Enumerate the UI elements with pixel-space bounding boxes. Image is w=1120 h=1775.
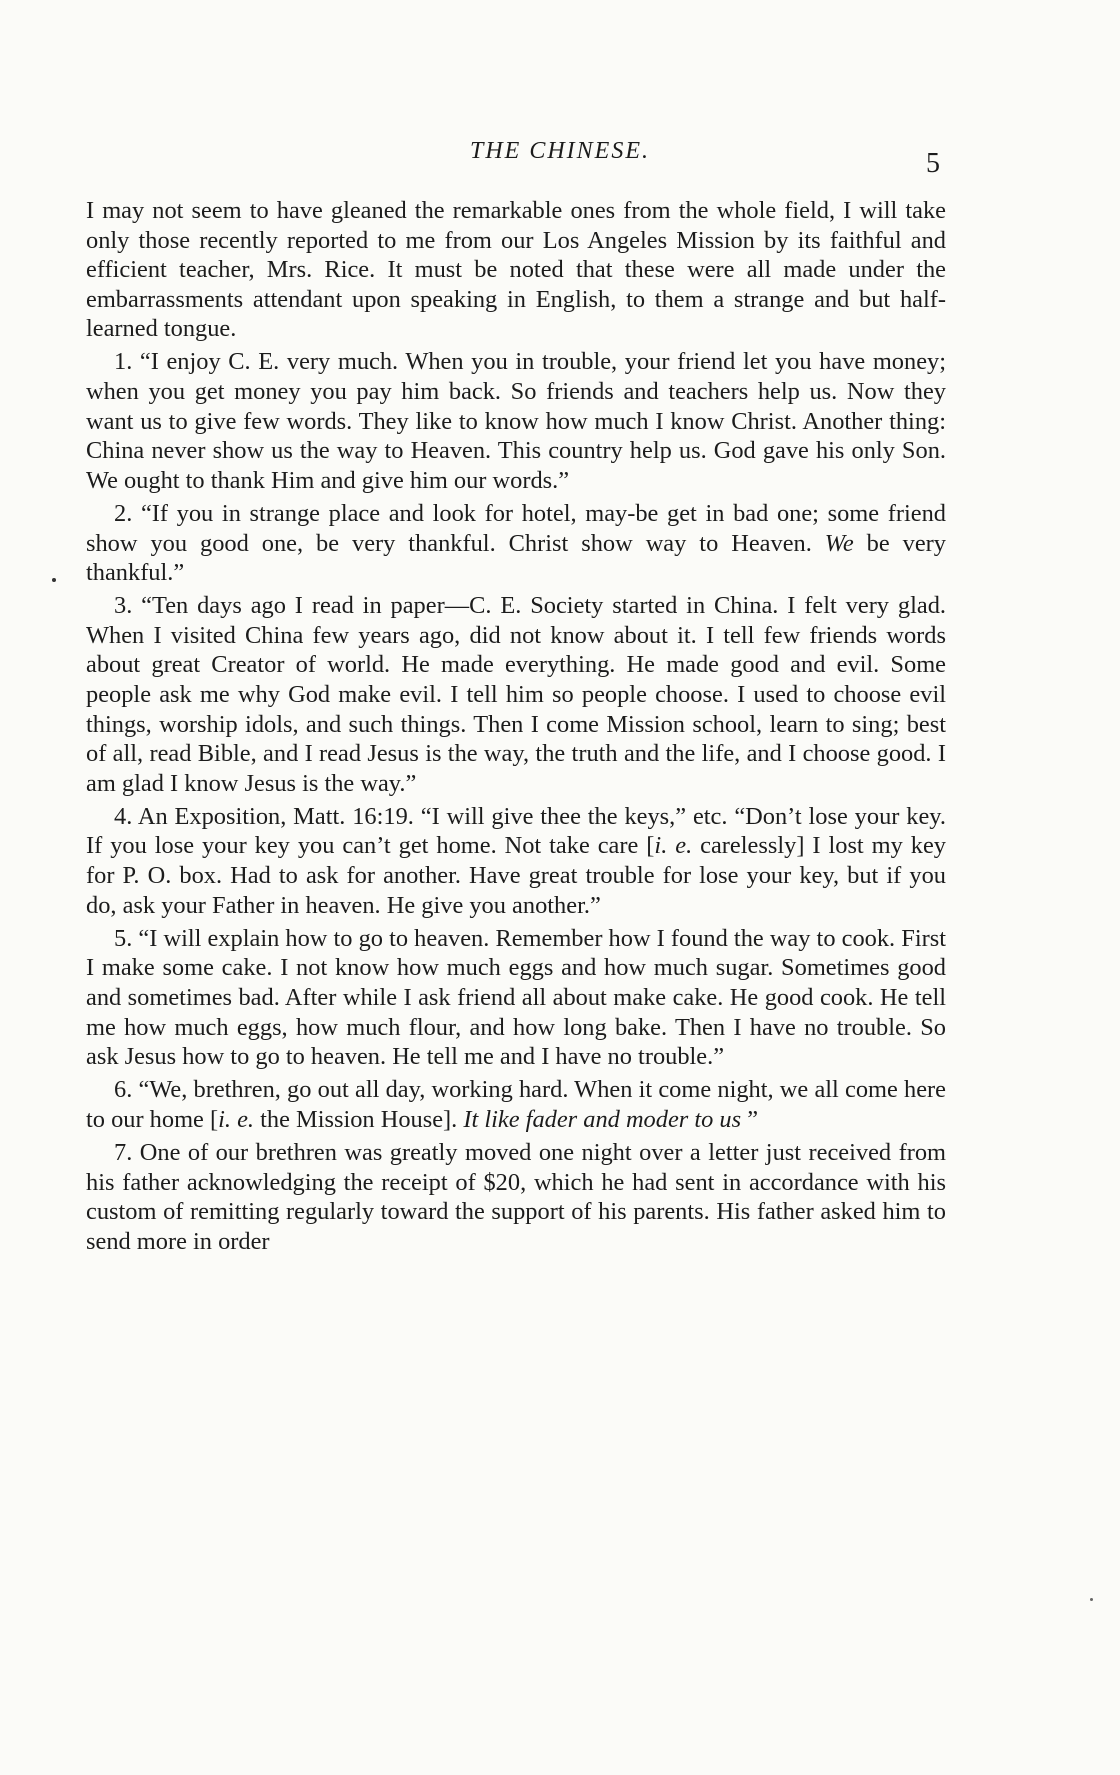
testimony-6-text-b: the Mission House]. <box>260 1105 458 1133</box>
testimony-6-italic-a: i. e. <box>218 1105 254 1133</box>
testimony-2-text-a: 2. “If you in strange place and look for hotel, may-be get in bad one; some friend show you good one, be very thankful. Christ show way to Heaven. <box>86 499 946 557</box>
testimony-4-text-b: carelessly] I lost my key for P. O. box. Had to ask for another. Have great trouble for lose your key, but if you do, ask your Father in heaven. He give you another.” <box>86 832 947 919</box>
testimony-5: 5. “I will explain how to go to heaven. Remember how I found the way to cook. First I make some cake. I not know how much eggs and how much sugar. Sometimes good and sometimes bad. After while I ask friend all about make cake. He good cook. He tell me how much eggs, how much flour, and how long bake. Then I have no trouble. So ask Jesus how to go to heaven. He tell me and I have no trouble.” <box>86 924 946 1071</box>
testimony-6-text-c: ” <box>747 1105 759 1133</box>
testimony-4-text-a: 4. An Exposition, Matt. 16:19. “I will give thee the keys,” etc. “Don’t lose your key. If you lose your key you can’t get home. Not take care [ <box>86 802 946 860</box>
testimony-4 <box>86 802 946 920</box>
testimony-1: 1. “I enjoy C. E. very much. When you in trouble, your friend let you have money; when you get money you pay him back. So friends and teachers help us. Now they want us to give few words. They like to know how much I know Christ. Another thing: China never show us the way to Heaven. This country help us. God gave his only Son. We ought to thank Him and give him our words.” <box>86 348 946 494</box>
testimony-2-text-b: be very thankful.” <box>86 529 946 587</box>
testimony-4-italic: i. e. <box>654 832 693 860</box>
testimony-6 <box>86 1075 946 1134</box>
testimony-6-text-a: 6. “We, brethren, go out all day, working hard. When it come night, we all come here to our home [ <box>86 1076 946 1133</box>
testimony-6-italic-b: It like fader and moder to us <box>463 1105 742 1133</box>
testimony-3: 3. “Ten days ago I read in paper—C. E. Society started in China. I felt very glad. When I visited China few years ago, did not know about it. I tell few friends words about great Creator of world. He made everything. He made good and evil. Some people ask me why God make evil. I tell him so people choose. I used to choose evil things, worship idols, and such things. Then I come Mission school, learn to sing; best of all, read Bible, and I read Jesus is the way, the truth and the life, and I choose good. I am glad I know Jesus is the way.” <box>86 592 946 797</box>
running-head: THE CHINESE. <box>470 138 650 164</box>
body-text <box>86 196 946 1260</box>
intro-paragraph: I may not seem to have gleaned the remarkable ones from the whole field, I will take only those recently reported to me from our Los Angeles Mission by its faithful and efficient teacher, Mrs. Rice. It must be noted that these were all made under the embarrassments attendant upon speaking in English, to them a strange and but half-learned tongue. <box>86 197 946 343</box>
margin-speck <box>52 578 56 582</box>
testimony-2-italic: We <box>824 529 854 557</box>
testimony-7: 7. One of our brethren was greatly moved one night over a letter just received from his father acknowledging the receipt of $20, which he had sent in accordance with his custom of remitting regularly toward the support of his parents. His father asked him to send more in order <box>86 1138 946 1255</box>
edge-speck <box>1090 1598 1093 1601</box>
testimony-2 <box>86 499 946 588</box>
page-number: 5 <box>926 148 940 179</box>
